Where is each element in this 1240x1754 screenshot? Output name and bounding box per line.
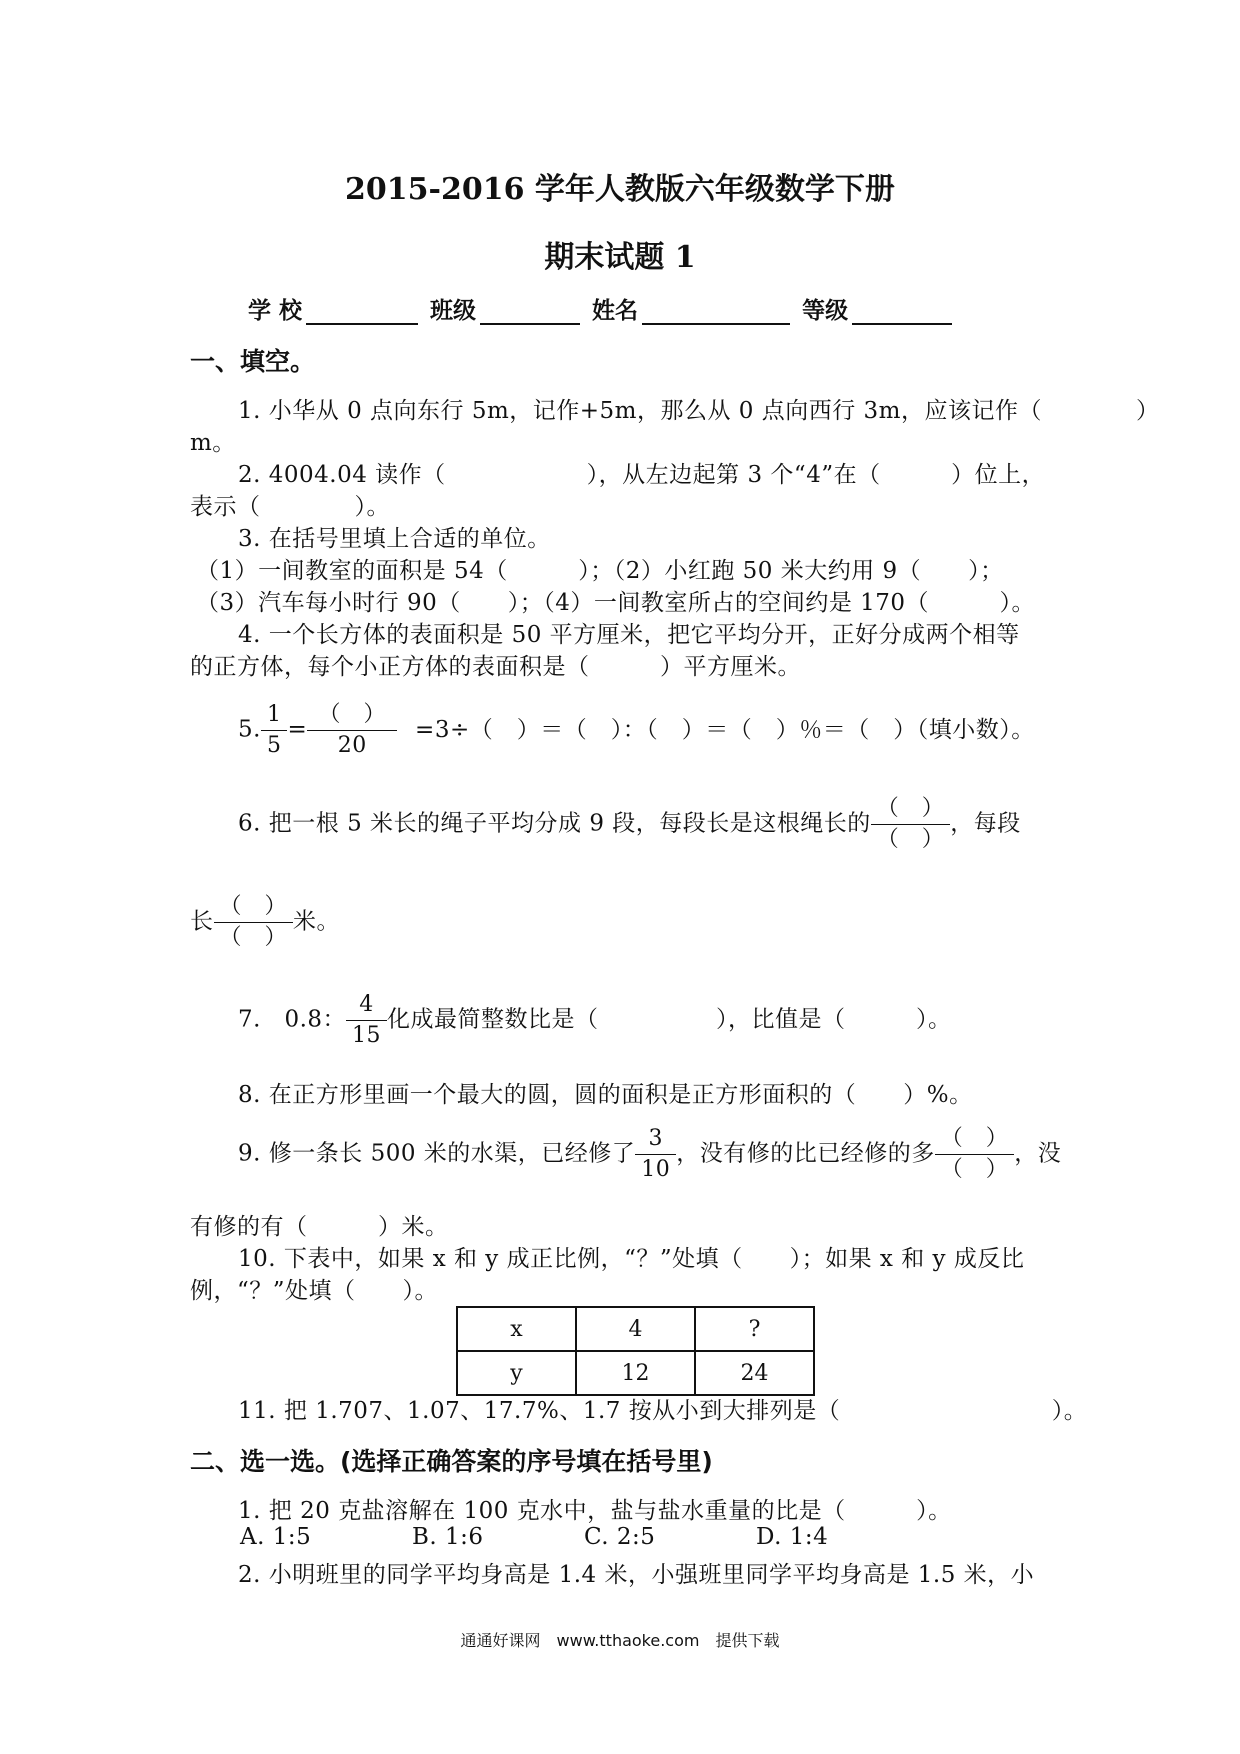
option-c: C. 2:5 [584, 1524, 656, 1550]
question-9-line2: 有修的有（ ）米。 [190, 1214, 449, 1240]
table-cell: y [457, 1351, 576, 1395]
choice-question-2: 2. 小明班里的同学平均身高是 1.4 米，小强班里同学平均身高是 1.5 米，小 [238, 1562, 1035, 1588]
class-label: 班级 [430, 298, 477, 324]
question-1-line2: m。 [190, 430, 236, 456]
table-cell: 4 [576, 1307, 695, 1351]
question-5: 5. $\frac{1}{5}$ = $\frac{( )}{20}$ =3÷（ ）＝（ ）：（ ）＝（ ）％＝（ ）（填小数）。 [238, 700, 1035, 761]
grade-label: 等级 [802, 298, 849, 324]
question-11: 11. 把 1.707、1.07、17.7%、1.7 按从小到大排列是（ ）。 [238, 1398, 1088, 1424]
footer-source: 通通好课网 www.tthaoke.com 提供下载 [460, 1631, 780, 1650]
fraction-blank-2: $\frac{( )}{( )}$ [214, 892, 294, 953]
question-3-line1: 3. 在括号里填上合适的单位。 [238, 526, 551, 552]
fraction-blank: $\frac{( )}{( )}$ [871, 794, 951, 855]
table-cell: ? [695, 1307, 814, 1351]
question-7: 7. 0.8： $\frac{4}{15}$ 化成最简整数比是（ ），比值是（ ）。 [238, 990, 952, 1051]
name-label: 姓名 [592, 298, 639, 324]
fraction-over-20: $\frac{( )}{20}$ [307, 700, 397, 761]
grade-blank [852, 299, 952, 325]
question-1-line1: 1. 小华从 0 点向东行 5m，记作+5m，那么从 0 点向西行 3m，应该记作（ ） [238, 398, 1160, 424]
student-info-row [248, 292, 956, 325]
question-9-line1: 9. 修一条长 500 米的水渠，已经修了 $\frac{3}{10}$ ，没有修的比已经修的多 $\frac{( )}{( )}$ ，没 [238, 1124, 1061, 1185]
question-2-line2: 表示（ ）。 [190, 494, 390, 520]
option-a: A. 1:5 [240, 1524, 312, 1550]
table-row [457, 1307, 814, 1351]
fraction-four-fifteenths: $\frac{4}{15}$ [346, 990, 387, 1051]
school-blank [306, 299, 418, 325]
fraction-three-tenths: $\frac{3}{10}$ [635, 1124, 676, 1185]
question-6-line2: 长 $\frac{( )}{( )}$ 米。 [190, 892, 340, 953]
question-4-line1: 4. 一个长方体的表面积是 50 平方厘米，把它平均分开，正好分成两个相等 [238, 622, 1020, 648]
fraction-blank-3: $\frac{( )}{( )}$ [935, 1124, 1015, 1185]
option-b: B. 1:6 [412, 1524, 484, 1550]
question-8: 8. 在正方形里画一个最大的圆，圆的面积是正方形面积的（ ）%。 [238, 1082, 973, 1108]
choice-question-1: 1. 把 20 克盐溶解在 100 克水中，盐与盐水重量的比是（ ）。 [238, 1498, 952, 1524]
class-blank [480, 299, 580, 325]
name-blank [642, 299, 790, 325]
question-4-line2: 的正方体，每个小正方体的表面积是（ ）平方厘米。 [190, 654, 801, 680]
table-cell: x [457, 1307, 576, 1351]
choice-options [240, 1524, 828, 1550]
section1-heading: 一、填空。 [190, 347, 316, 376]
section2-heading: 二、选一选。(选择正确答案的序号填在括号里) [190, 1447, 713, 1476]
proportion-table [456, 1306, 815, 1396]
question-2-line1: 2. 4004.04 读作（ ），从左边起第 3 个“4”在（ ）位上， [238, 462, 1046, 488]
fraction-one-fifth: $\frac{1}{5}$ [261, 700, 288, 761]
question-10-line2: 例，“？”处填（ ）。 [190, 1278, 439, 1304]
school-label: 学 校 [248, 298, 303, 324]
question-10-line1: 10. 下表中，如果 x 和 y 成正比例，“？”处填（ ）；如果 x 和 y 成反比 [238, 1246, 1025, 1272]
option-d: D. 1:4 [756, 1524, 829, 1550]
table-row [457, 1351, 814, 1395]
question-6-line1: 6. 把一根 5 米长的绳子平均分成 9 段，每段长是这根绳长的 $\frac{( )}{( )}$ ，每段 [238, 794, 1021, 855]
question-3-line2: （1）一间教室的面积是 54（ ）；（2）小红跑 50 米大约用 9（ ）； [196, 558, 1004, 584]
title-line2: 期末试题 1 [544, 240, 696, 275]
table-cell: 12 [576, 1351, 695, 1395]
title-line1: 2015-2016 学年人教版六年级数学下册 [345, 172, 895, 207]
table-cell: 24 [695, 1351, 814, 1395]
question-3-line3: （3）汽车每小时行 90（ ）；（4）一间教室所占的空间约是 170（ ）。 [196, 590, 1036, 616]
